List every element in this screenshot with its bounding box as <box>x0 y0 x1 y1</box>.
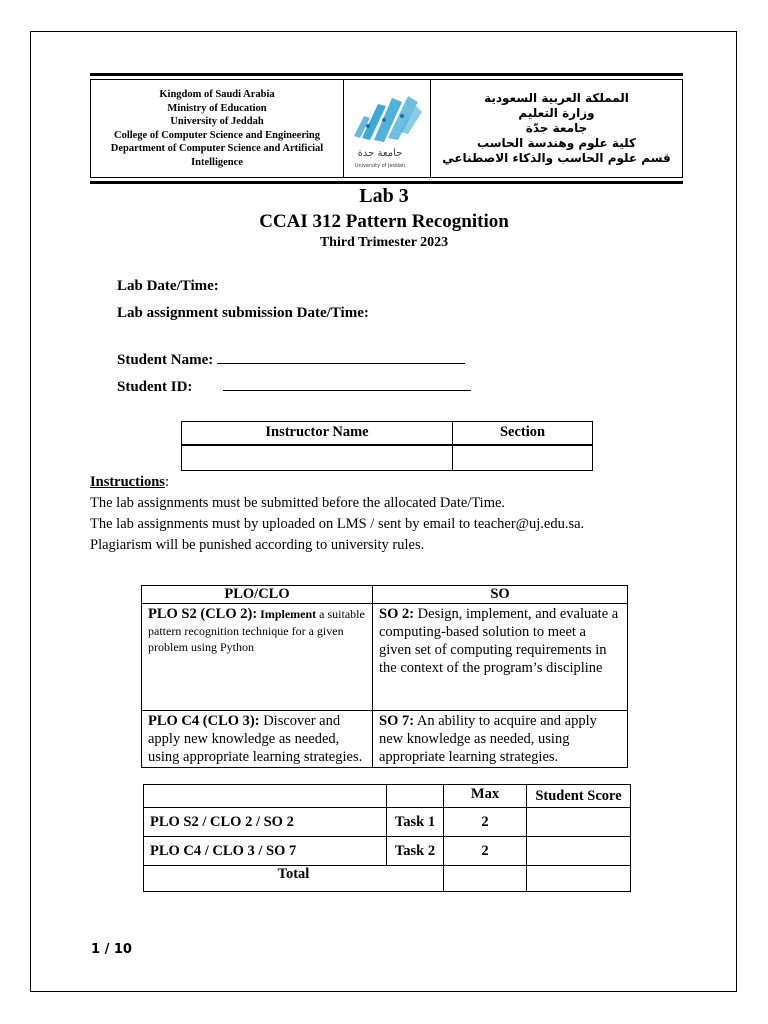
instruction-line: Plagiarism will be punished according to university rules. <box>90 537 425 553</box>
section-header: Section <box>453 422 593 445</box>
course-title: CCAI 312 Pattern Recognition <box>259 211 509 232</box>
student-name-field <box>117 349 465 369</box>
task-cell: Task 1 <box>387 808 444 837</box>
plo-text: Discover and apply new knowledge as needed, using appropriate learning strategies. <box>148 713 363 765</box>
header-line: Ministry of Education <box>167 102 267 114</box>
submission-date-field <box>117 305 369 322</box>
max-cell: 2 <box>444 808 527 837</box>
university-logo <box>344 80 431 177</box>
total-score-cell[interactable] <box>527 866 631 892</box>
lab-date-field <box>117 278 219 295</box>
page-number: 1 / 10 <box>91 942 132 957</box>
plo-so-table <box>141 585 628 768</box>
header-line-ar: جامعة جدّة <box>525 121 588 135</box>
plo-cell <box>142 604 373 711</box>
header-line: University of Jeddah <box>170 116 264 127</box>
header-line: Department of Computer Science and Artificial <box>110 143 324 154</box>
logo-arabic-text: جامعة جدة <box>357 148 403 159</box>
logo-english-text: University of Jeddah <box>354 163 406 169</box>
score-header-empty <box>387 785 444 808</box>
so-label: SO 7: <box>379 713 415 729</box>
so-text: An ability to acquire and apply new knowledge as needed, using appropriate learning strategies. <box>379 713 597 765</box>
so-cell <box>373 711 628 768</box>
task-cell: Task 2 <box>387 837 444 866</box>
so-header: SO <box>373 586 628 604</box>
instruction-line: The lab assignments must by uploaded on LMS / sent by email to teacher@uj.edu.sa. <box>90 516 585 532</box>
instructions-colon: : <box>164 474 169 490</box>
score-header-empty <box>144 785 387 808</box>
max-cell: 2 <box>444 837 527 866</box>
student-id-blank[interactable] <box>223 376 471 391</box>
instructions <box>90 472 584 556</box>
outcome-cell: PLO C4 / CLO 3 / SO 7 <box>144 837 387 866</box>
plo-clo-header: PLO/CLO <box>142 586 373 604</box>
max-header: Max <box>444 785 527 808</box>
header-line: Intelligence <box>191 156 243 168</box>
lab-title: Lab 3 <box>359 185 409 207</box>
header-line: College of Computer Science and Engineering <box>113 129 320 141</box>
score-table <box>143 784 631 892</box>
header-line-ar: كلية علوم وهندسة الحاسب <box>477 136 636 150</box>
student-id-field <box>117 376 471 396</box>
instruction-line: The lab assignments must be submitted before the allocated Date/Time. <box>90 495 506 511</box>
term-title: Third Trimester 2023 <box>319 235 449 250</box>
university-logo-icon <box>344 80 430 178</box>
letterhead-english <box>91 80 344 177</box>
total-label: Total <box>144 866 444 892</box>
plo-text: a suitable pattern recognition technique for a given problem using Python <box>148 607 365 654</box>
instructor-name-header: Instructor Name <box>182 422 453 445</box>
header-line-ar: قسم علوم الحاسب والذكاء الاصطناعي <box>442 151 671 165</box>
header-line: Kingdom of Saudi Arabia <box>159 89 275 100</box>
instructions-heading: Instructions <box>90 474 165 490</box>
plo-cell <box>142 711 373 768</box>
plo-strong: Implement <box>260 607 317 621</box>
instructor-table <box>181 421 593 471</box>
student-score-header: Student Score <box>527 785 631 808</box>
letterhead <box>90 73 683 184</box>
so-text: Design, implement, and evaluate a computing-based solution to meet a given set of computing requirements in the context of the program’s discipline <box>379 606 619 676</box>
instructor-name-cell[interactable] <box>182 445 453 471</box>
plo-label: PLO S2 (CLO 2): <box>148 606 258 622</box>
lab-date-label: Lab Date/Time: <box>117 278 219 294</box>
score-cell[interactable] <box>527 837 631 866</box>
student-name-blank[interactable] <box>217 349 465 364</box>
student-id-label: Student ID: <box>117 379 193 395</box>
plo-label: PLO C4 (CLO 3): <box>148 713 260 729</box>
so-cell <box>373 604 628 711</box>
letterhead-arabic <box>431 80 682 177</box>
section-cell[interactable] <box>453 445 593 471</box>
student-name-label: Student Name: <box>117 352 214 368</box>
outcome-cell: PLO S2 / CLO 2 / SO 2 <box>144 808 387 837</box>
header-line-ar: المملكة العربية السعودية <box>484 91 629 105</box>
total-max-cell <box>444 866 527 892</box>
so-label: SO 2: <box>379 606 415 622</box>
submission-date-label: Lab assignment submission Date/Time: <box>117 305 369 321</box>
score-cell[interactable] <box>527 808 631 837</box>
header-line-ar: وزارة التعليم <box>518 106 595 120</box>
